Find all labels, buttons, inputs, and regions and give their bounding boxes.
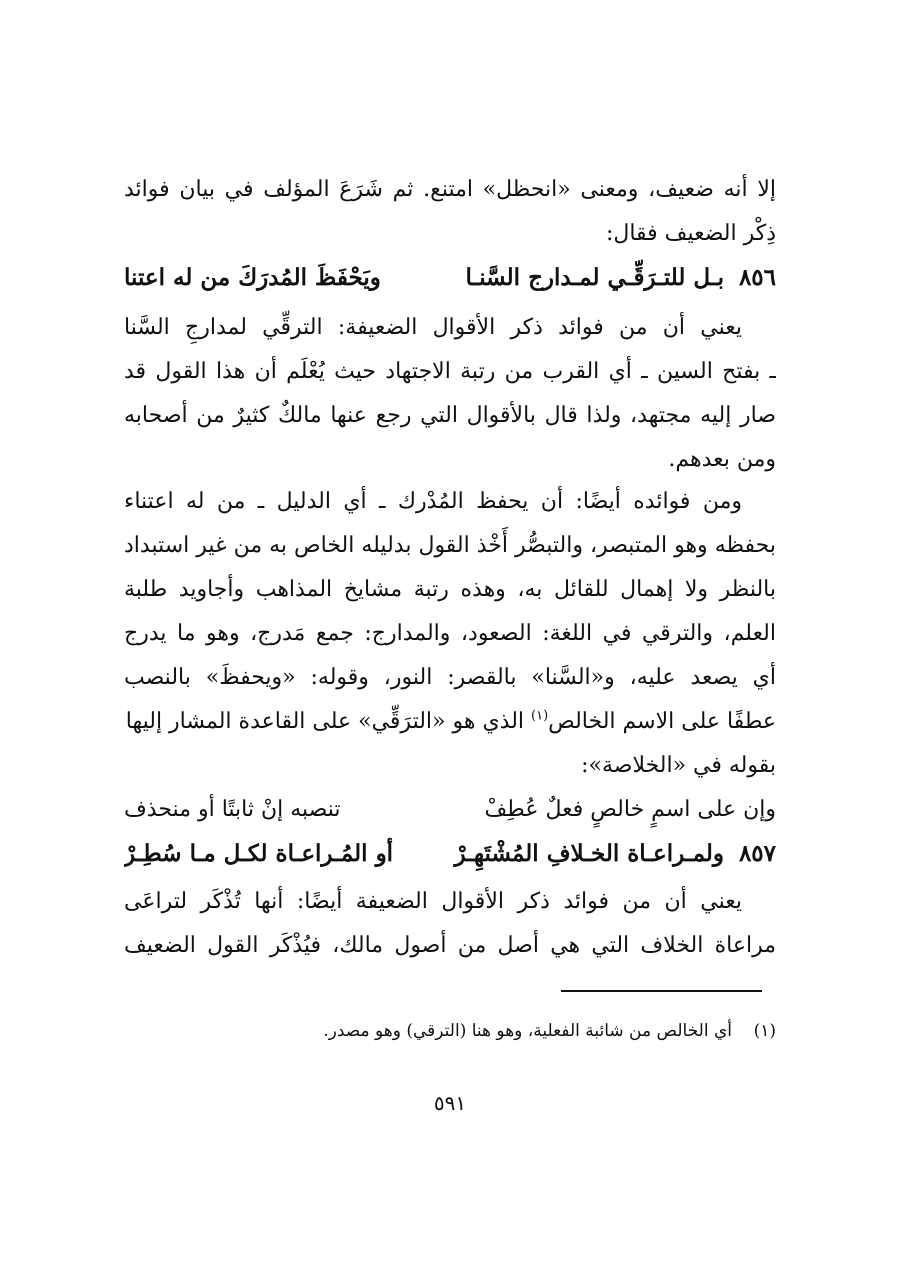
text-line: بحفظه وهو المتبصر، والتبصُّر أَخْذ القول بدليله الخاص به من غير استبداد [124,533,776,558]
verse-hemistich-1: ولمـراعـاة الخـلافِ المُشْتَهِـرْ [454,840,724,867]
footnote-text: أي الخالص من شائبة الفعلية، وهو هنا (الترقي) وهو مصدر. [323,1021,732,1041]
text-line: يعني أن من فوائد ذكر الأقوال الضعيفة: الترقِّي لمدارجِ السَّنا [124,315,742,340]
text-line: بقوله في «الخلاصة»: [581,753,776,778]
verse-number: ٨٥٧ [738,840,776,867]
text-line [124,700,776,744]
khulasa-verse [124,788,776,832]
text-line: مراعاة الخلاف التي هي أصل من أصول مالك، فيُذْكَر القول الضعيف [124,933,776,958]
verse-hemistich-2: تنصبه إنْ ثابتًا أو منحذف [124,797,341,822]
text-line: ـ بفتح السين ـ أي القرب من رتبة الاجتهاد حيث يُعْلَم أن هذا القول قد [124,359,776,384]
verse-hemistich-2: ويَحْفَظَ المُدرَكَ من له اعتنا [124,264,381,291]
footnote-marker: (١) [531,708,549,724]
footnote-divider [561,990,762,992]
text-line: أي يصعد عليه، و«السَّنا» بالقصر: النور، وقوله: «ويحفظَ» بالنصب [124,665,776,690]
verse-hemistich-1: بـل للتـرَقِّـي لمـدارج السَّنـا [465,264,724,291]
verse-number: ٨٥٦ [738,264,776,291]
text-line: ومن بعدهم. [668,447,776,472]
text-line: صار إليه مجتهد، ولذا قال بالأقوال التي رجع عنها مالكٌ كثيرٌ من أصحابه [124,403,776,428]
text-line: ذِكْر الضعيف فقال: [605,221,776,246]
verse-857 [124,832,776,876]
verse-hemistich-1: وإن على اسمٍ خالصٍ فعلٌ عُطِفْ [484,797,776,822]
text-segment: الذي هو «الترَقِّي» على القاعدة المشار إليها [125,709,532,734]
verse-856 [124,256,776,300]
footnote [124,1014,776,1048]
text-segment: عطفًا على الاسم الخالص [548,709,776,734]
verse-hemistich-2: أو المُـراعـاة لكـل مـا سُطِـرْ [124,840,394,867]
text-line: العلم، والترقي في اللغة: الصعود، والمدارج: جمع مَدرج، وهو ما يدرج [124,621,776,646]
text-line: ومن فوائده أيضًا: أن يحفظ المُدْرك ـ أي الدليل ـ من له اعتناء [124,489,742,514]
footnote-number: (١) [753,1021,776,1041]
text-line: إلا أنه ضعيف، ومعنى «انحظل» امتنع. ثم شَرَعَ المؤلف في بيان فوائد [124,177,776,202]
text-line: يعني أن من فوائد ذكر الأقوال الضعيفة أيضًا: أنها تُذْكَر لتراعَى [124,889,742,914]
page-number: ٥٩١ [433,1091,467,1115]
text-line: بالنظر ولا إهمال للقائل به، وهذه رتبة مشايخ المذاهب وأجاويد طلبة [124,577,776,602]
